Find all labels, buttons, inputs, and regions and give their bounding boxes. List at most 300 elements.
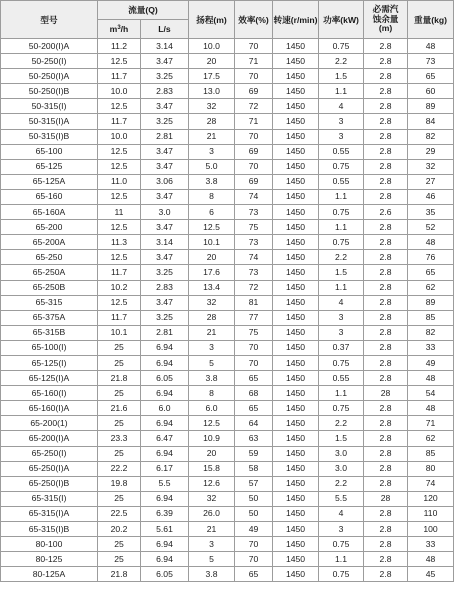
cell-speed: 1450 [273,355,319,370]
cell-efficiency: 68 [235,386,273,401]
cell-npsh: 28 [364,491,408,506]
cell-model: 65-160(I) [1,386,98,401]
cell-flow-m3h: 12.5 [98,159,141,174]
cell-head: 3.8 [189,174,235,189]
cell-flow-m3h: 11 [98,205,141,220]
cell-efficiency: 72 [235,280,273,295]
cell-speed: 1450 [273,235,319,250]
cell-efficiency: 73 [235,265,273,280]
cell-efficiency: 73 [235,205,273,220]
cell-efficiency: 71 [235,114,273,129]
cell-speed: 1450 [273,522,319,537]
header-speed: 转速(r/min) [273,1,319,39]
cell-flow-m3h: 21.8 [98,371,141,386]
cell-head: 6.0 [189,401,235,416]
cell-head: 3.8 [189,567,235,582]
cell-head: 17.6 [189,265,235,280]
cell-head: 28 [189,114,235,129]
cell-weight: 100 [408,522,454,537]
table-row [1,461,454,476]
table-row [1,537,454,552]
cell-flow-ls: 6.94 [141,552,189,567]
cell-speed: 1450 [273,310,319,325]
cell-npsh: 2.8 [364,54,408,69]
cell-power: 0.55 [319,174,364,189]
cell-model: 80-100 [1,537,98,552]
table-row [1,416,454,431]
cell-model: 65-315(I) [1,491,98,506]
cell-flow-ls: 3.47 [141,159,189,174]
cell-weight: 82 [408,325,454,340]
table-row [1,265,454,280]
cell-weight: 73 [408,54,454,69]
table-header [1,1,454,39]
cell-npsh: 2.8 [364,310,408,325]
cell-npsh: 2.8 [364,235,408,250]
cell-npsh: 2.8 [364,476,408,491]
cell-head: 20 [189,446,235,461]
cell-power: 2.2 [319,54,364,69]
cell-flow-m3h: 20.2 [98,522,141,537]
cell-head: 8 [189,386,235,401]
cell-power: 1.1 [319,189,364,204]
cell-flow-m3h: 10.0 [98,129,141,144]
cell-power: 1.1 [319,220,364,235]
cell-model: 65-125(I)A [1,371,98,386]
cell-npsh: 2.8 [364,431,408,446]
cell-model: 65-125(I) [1,355,98,370]
cell-flow-ls: 6.94 [141,491,189,506]
cell-flow-ls: 6.39 [141,506,189,521]
table-row [1,280,454,295]
cell-efficiency: 64 [235,416,273,431]
cell-speed: 1450 [273,159,319,174]
table-row [1,431,454,446]
cell-power: 2.2 [319,250,364,265]
cell-flow-m3h: 11.0 [98,174,141,189]
table-row [1,174,454,189]
cell-flow-ls: 3.0 [141,205,189,220]
cell-weight: 62 [408,431,454,446]
cell-weight: 35 [408,205,454,220]
cell-model: 65-250(I)B [1,476,98,491]
cell-speed: 1450 [273,189,319,204]
table-row [1,159,454,174]
cell-flow-ls: 6.94 [141,340,189,355]
cell-efficiency: 73 [235,235,273,250]
header-flow-m3h-sup: 3 [117,25,121,31]
cell-flow-m3h: 12.5 [98,295,141,310]
cell-npsh: 2.8 [364,537,408,552]
cell-efficiency: 75 [235,325,273,340]
cell-flow-ls: 6.05 [141,371,189,386]
cell-model: 50-315(I)B [1,129,98,144]
cell-flow-ls: 6.17 [141,461,189,476]
cell-model: 50-250(I) [1,54,98,69]
cell-head: 26.0 [189,506,235,521]
cell-power: 4 [319,295,364,310]
cell-head: 10.0 [189,39,235,54]
cell-speed: 1450 [273,552,319,567]
cell-efficiency: 63 [235,431,273,446]
cell-flow-m3h: 22.2 [98,461,141,476]
cell-flow-ls: 3.47 [141,189,189,204]
cell-head: 21 [189,522,235,537]
cell-power: 0.75 [319,205,364,220]
cell-power: 0.75 [319,355,364,370]
cell-flow-m3h: 10.2 [98,280,141,295]
header-npsh-line1: 必需汽 [372,4,399,15]
cell-speed: 1450 [273,567,319,582]
cell-flow-ls: 6.94 [141,537,189,552]
cell-npsh: 2.8 [364,250,408,265]
cell-npsh: 2.8 [364,446,408,461]
cell-flow-m3h: 11.7 [98,265,141,280]
cell-flow-m3h: 11.3 [98,235,141,250]
table-row [1,39,454,54]
table-row [1,114,454,129]
cell-weight: 48 [408,552,454,567]
cell-head: 3 [189,144,235,159]
cell-flow-ls: 6.05 [141,567,189,582]
cell-power: 1.5 [319,69,364,84]
cell-flow-m3h: 11.2 [98,39,141,54]
cell-npsh: 2.8 [364,69,408,84]
cell-npsh: 2.8 [364,552,408,567]
cell-flow-ls: 3.25 [141,265,189,280]
cell-flow-m3h: 11.7 [98,114,141,129]
cell-model: 80-125A [1,567,98,582]
cell-head: 20 [189,250,235,265]
cell-flow-m3h: 25 [98,386,141,401]
cell-weight: 74 [408,476,454,491]
cell-flow-m3h: 25 [98,491,141,506]
cell-power: 1.1 [319,84,364,99]
cell-flow-m3h: 11.7 [98,310,141,325]
cell-weight: 110 [408,506,454,521]
cell-power: 3 [319,114,364,129]
cell-model: 65-125A [1,174,98,189]
cell-flow-m3h: 12.5 [98,220,141,235]
cell-npsh: 2.8 [364,39,408,54]
cell-npsh: 2.8 [364,325,408,340]
cell-npsh: 2.8 [364,114,408,129]
table-row [1,144,454,159]
cell-power: 1.5 [319,265,364,280]
cell-flow-ls: 3.47 [141,99,189,114]
cell-head: 3 [189,537,235,552]
cell-flow-m3h: 22.5 [98,506,141,521]
header-weight: 重量(kg) [408,1,454,39]
cell-model: 50-315(I)A [1,114,98,129]
cell-power: 0.37 [319,340,364,355]
cell-weight: 46 [408,189,454,204]
cell-speed: 1450 [273,174,319,189]
cell-weight: 84 [408,114,454,129]
cell-speed: 1450 [273,99,319,114]
cell-efficiency: 70 [235,355,273,370]
cell-flow-ls: 3.25 [141,310,189,325]
table-row [1,250,454,265]
cell-head: 5 [189,552,235,567]
cell-flow-m3h: 25 [98,446,141,461]
table-row [1,189,454,204]
cell-efficiency: 65 [235,371,273,386]
cell-speed: 1450 [273,506,319,521]
table-row [1,371,454,386]
cell-model: 65-200 [1,220,98,235]
header-model: 型号 [1,1,98,39]
cell-efficiency: 70 [235,159,273,174]
header-npsh-line3: (m) [378,23,393,34]
cell-flow-m3h: 12.5 [98,144,141,159]
cell-speed: 1450 [273,491,319,506]
cell-npsh: 2.8 [364,401,408,416]
cell-npsh: 2.8 [364,189,408,204]
cell-head: 32 [189,491,235,506]
cell-npsh: 2.8 [364,295,408,310]
cell-flow-ls: 3.14 [141,39,189,54]
cell-flow-ls: 3.47 [141,54,189,69]
cell-efficiency: 74 [235,250,273,265]
cell-efficiency: 65 [235,567,273,582]
cell-flow-m3h: 23.3 [98,431,141,446]
cell-flow-m3h: 25 [98,416,141,431]
cell-flow-m3h: 19.8 [98,476,141,491]
cell-head: 12.5 [189,220,235,235]
cell-head: 12.5 [189,416,235,431]
cell-power: 1.1 [319,280,364,295]
cell-power: 3 [319,325,364,340]
cell-weight: 76 [408,250,454,265]
header-npsh-line2: 蚀余量 [372,13,399,24]
cell-weight: 52 [408,220,454,235]
cell-flow-m3h: 10.0 [98,84,141,99]
cell-efficiency: 74 [235,189,273,204]
cell-speed: 1450 [273,446,319,461]
table-row [1,491,454,506]
cell-speed: 1450 [273,537,319,552]
cell-flow-m3h: 12.5 [98,99,141,114]
cell-weight: 89 [408,99,454,114]
cell-head: 10.9 [189,431,235,446]
cell-power: 3.0 [319,461,364,476]
cell-efficiency: 81 [235,295,273,310]
cell-model: 65-160A [1,205,98,220]
cell-flow-m3h: 21.8 [98,567,141,582]
table-row [1,54,454,69]
cell-efficiency: 50 [235,491,273,506]
cell-model: 65-100(I) [1,340,98,355]
cell-weight: 48 [408,39,454,54]
cell-head: 10.1 [189,235,235,250]
cell-speed: 1450 [273,401,319,416]
cell-speed: 1450 [273,295,319,310]
table-row [1,235,454,250]
cell-npsh: 2.8 [364,84,408,99]
cell-weight: 65 [408,69,454,84]
cell-model: 65-315 [1,295,98,310]
cell-weight: 48 [408,235,454,250]
cell-weight: 54 [408,386,454,401]
cell-efficiency: 69 [235,174,273,189]
cell-head: 32 [189,99,235,114]
cell-flow-ls: 3.14 [141,235,189,250]
cell-flow-ls: 2.81 [141,129,189,144]
cell-weight: 60 [408,84,454,99]
cell-weight: 62 [408,280,454,295]
cell-head: 12.6 [189,476,235,491]
cell-flow-m3h: 25 [98,355,141,370]
cell-flow-m3h: 25 [98,552,141,567]
cell-power: 1.1 [319,552,364,567]
header-flow-m3h-tail: /h [120,24,129,34]
cell-flow-ls: 3.25 [141,114,189,129]
cell-npsh: 2.8 [364,129,408,144]
cell-speed: 1450 [273,84,319,99]
table-row [1,310,454,325]
cell-npsh: 2.8 [364,461,408,476]
cell-speed: 1450 [273,129,319,144]
cell-speed: 1450 [273,250,319,265]
cell-npsh: 2.8 [364,506,408,521]
cell-flow-ls: 6.94 [141,355,189,370]
cell-head: 6 [189,205,235,220]
cell-power: 2.2 [319,416,364,431]
cell-speed: 1450 [273,114,319,129]
cell-head: 5.0 [189,159,235,174]
table-row [1,386,454,401]
header-flow: 流量(Q) [98,1,189,20]
cell-npsh: 2.8 [364,265,408,280]
cell-speed: 1450 [273,39,319,54]
cell-power: 0.55 [319,144,364,159]
cell-flow-ls: 6.47 [141,431,189,446]
cell-speed: 1450 [273,476,319,491]
table-row [1,295,454,310]
cell-npsh: 2.8 [364,522,408,537]
cell-flow-ls: 6.94 [141,416,189,431]
cell-model: 65-315(I)B [1,522,98,537]
cell-model: 50-250(I)A [1,69,98,84]
cell-npsh: 2.8 [364,159,408,174]
cell-weight: 120 [408,491,454,506]
cell-model: 50-250(I)B [1,84,98,99]
header-power: 功率(kW) [319,1,364,39]
cell-power: 4 [319,99,364,114]
cell-efficiency: 58 [235,461,273,476]
cell-speed: 1450 [273,144,319,159]
cell-head: 3.8 [189,371,235,386]
cell-flow-ls: 2.81 [141,325,189,340]
table-body [1,39,454,582]
cell-speed: 1450 [273,265,319,280]
cell-speed: 1450 [273,340,319,355]
cell-power: 0.75 [319,567,364,582]
cell-npsh: 2.8 [364,220,408,235]
cell-head: 32 [189,295,235,310]
cell-power: 4 [319,506,364,521]
cell-weight: 82 [408,129,454,144]
table-row [1,552,454,567]
cell-flow-ls: 5.61 [141,522,189,537]
cell-npsh: 2.8 [364,144,408,159]
cell-npsh: 2.8 [364,416,408,431]
cell-power: 0.75 [319,39,364,54]
cell-speed: 1450 [273,461,319,476]
table-row [1,446,454,461]
cell-flow-m3h: 12.5 [98,54,141,69]
cell-model: 65-200(1) [1,416,98,431]
cell-flow-ls: 3.47 [141,250,189,265]
cell-efficiency: 75 [235,220,273,235]
cell-model: 50-315(I) [1,99,98,114]
cell-flow-m3h: 25 [98,537,141,552]
cell-power: 2.2 [319,476,364,491]
cell-npsh: 2.8 [364,355,408,370]
cell-flow-m3h: 10.1 [98,325,141,340]
cell-npsh: 2.8 [364,567,408,582]
cell-npsh: 2.8 [364,174,408,189]
cell-weight: 48 [408,401,454,416]
cell-efficiency: 70 [235,537,273,552]
cell-head: 5 [189,355,235,370]
cell-power: 0.75 [319,401,364,416]
cell-model: 65-250B [1,280,98,295]
cell-weight: 45 [408,567,454,582]
table-row [1,567,454,582]
cell-weight: 33 [408,340,454,355]
cell-flow-ls: 6.0 [141,401,189,416]
cell-speed: 1450 [273,431,319,446]
cell-power: 3.0 [319,446,364,461]
table-row [1,69,454,84]
cell-flow-m3h: 12.5 [98,189,141,204]
cell-power: 3 [319,522,364,537]
table-row [1,205,454,220]
cell-model: 65-250A [1,265,98,280]
cell-efficiency: 70 [235,340,273,355]
cell-model: 65-250(I)A [1,461,98,476]
cell-speed: 1450 [273,205,319,220]
cell-npsh: 2.8 [364,340,408,355]
cell-head: 17.5 [189,69,235,84]
header-flow-ls: L/s [141,20,189,39]
cell-npsh: 2.6 [364,205,408,220]
cell-head: 3 [189,340,235,355]
cell-flow-m3h: 12.5 [98,250,141,265]
cell-speed: 1450 [273,325,319,340]
cell-head: 13.4 [189,280,235,295]
table-row [1,340,454,355]
cell-npsh: 2.8 [364,371,408,386]
cell-speed: 1450 [273,220,319,235]
header-flow-m3h-base: m [109,24,118,34]
cell-model: 65-250 [1,250,98,265]
cell-efficiency: 50 [235,506,273,521]
table-row [1,129,454,144]
cell-weight: 48 [408,371,454,386]
cell-head: 21 [189,129,235,144]
cell-head: 15.8 [189,461,235,476]
cell-speed: 1450 [273,371,319,386]
cell-model: 80-125 [1,552,98,567]
cell-power: 5.5 [319,491,364,506]
cell-power: 1.5 [319,431,364,446]
cell-weight: 65 [408,265,454,280]
cell-efficiency: 49 [235,522,273,537]
cell-flow-ls: 6.94 [141,386,189,401]
